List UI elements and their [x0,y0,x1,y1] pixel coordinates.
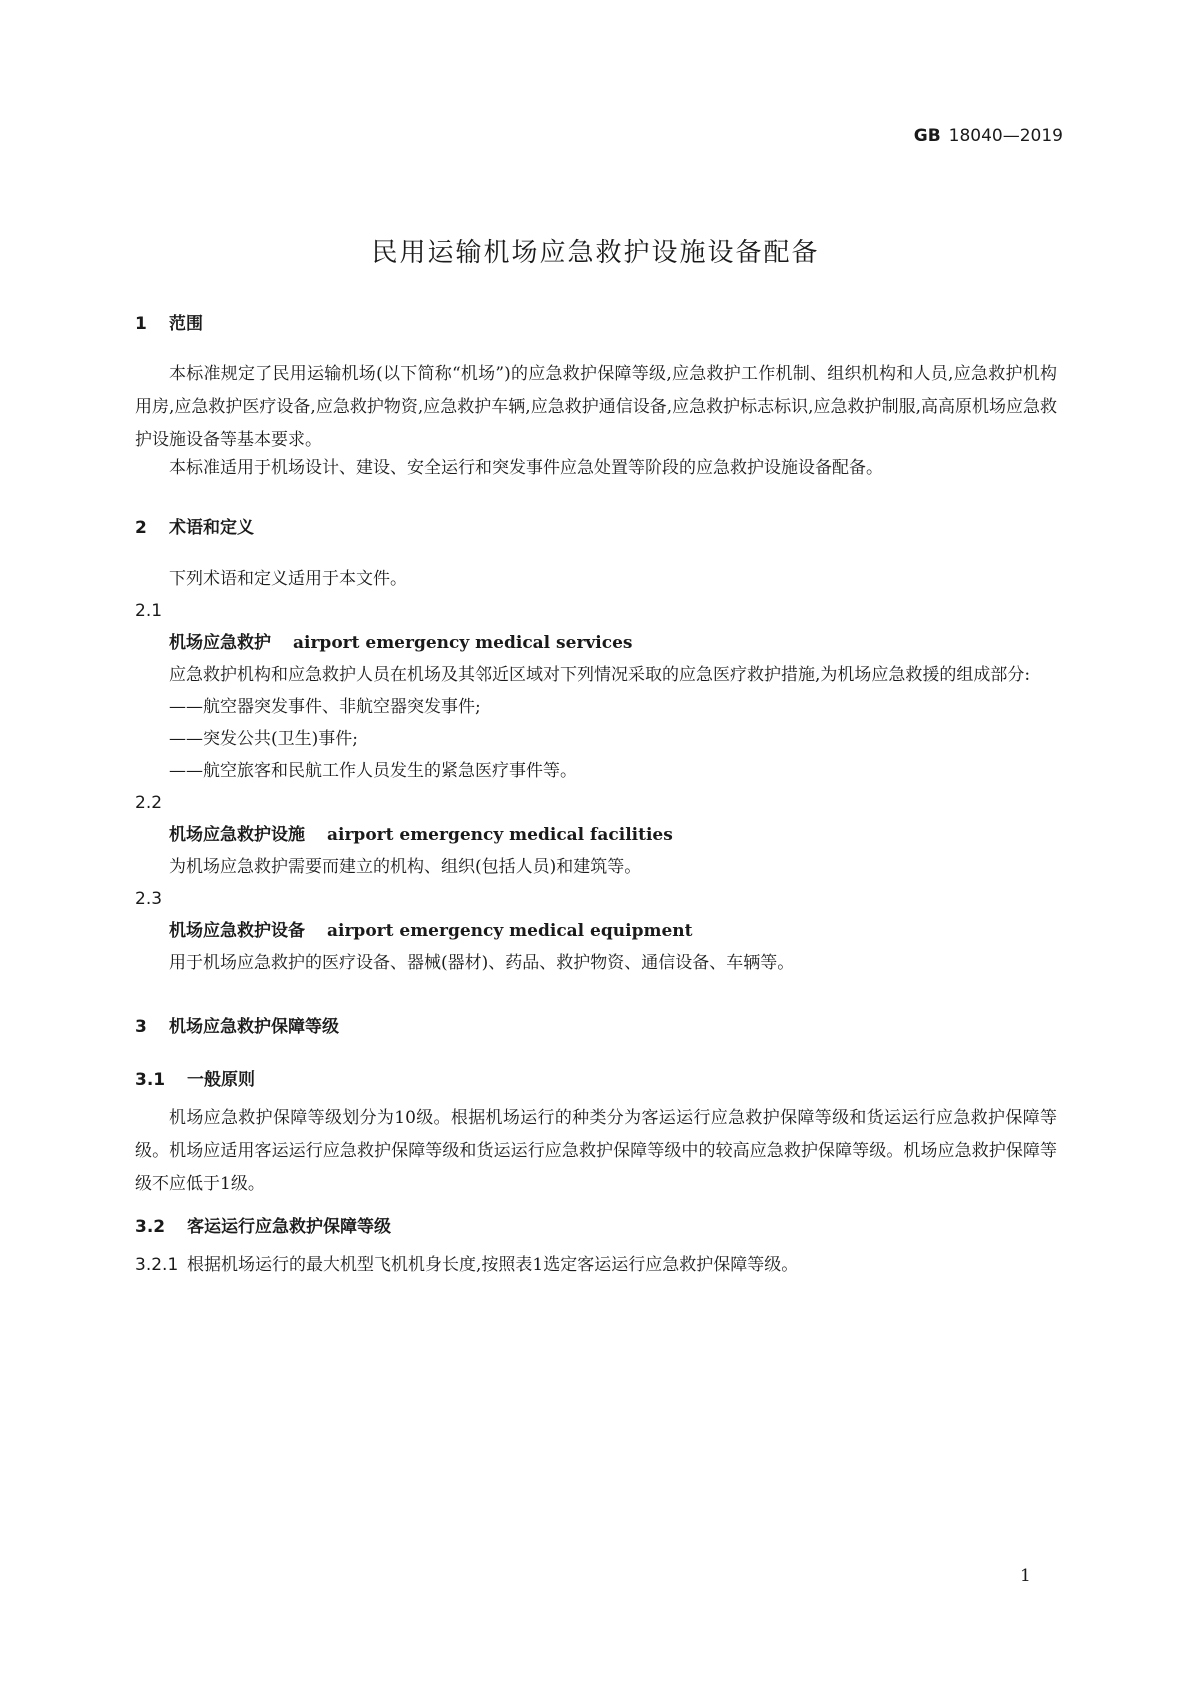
section-1-heading [135,309,1057,334]
standard-prefix: GB [913,126,941,146]
subsection-3-1-paragraph: 机场应急救护保障等级划分为10级。根据机场运行的种类分为客运运行应急救护保障等级和货运运行应急救护保障等级。机场应适用客运运行应急救护保障等级和货运运行应急救护保障等级中的较高应急救护保障等级。机场应急救护保障等级不应低于1级。 [135,1108,1057,1194]
list-item: ——突发公共(卫生)事件; [169,729,358,749]
section-title: 机场应急救护保障等级 [169,1017,339,1037]
clause-number: 3.2.1 [135,1255,179,1275]
term-chinese: 机场应急救护 [169,633,271,653]
term-chinese: 机场应急救护设备 [169,921,305,941]
page-number: 1 [1020,1566,1031,1586]
section-2-body [135,563,1057,979]
clause-text: 根据机场运行的最大机型飞机机身长度,按照表1选定客运运行应急救护保障等级。 [187,1255,799,1275]
term-chinese: 机场应急救护设施 [169,825,305,845]
section-2-heading [135,513,1057,538]
list-item: ——航空器突发事件、非航空器突发事件; [169,697,481,717]
term-2-1 [135,627,1057,659]
section-number: 3 [135,1017,147,1037]
section-title: 范围 [169,314,203,334]
subsection-number: 3.1 [135,1070,166,1090]
terms-intro: 下列术语和定义适用于本文件。 [169,569,407,589]
standard-code: 18040—2019 [948,126,1063,146]
standard-number [914,126,1063,146]
term-english: airport emergency medical facilities [327,825,673,845]
section-1-paragraph-2: 本标准适用于机场设计、建设、安全运行和突发事件应急处置等阶段的应急救护设施设备配备。 [169,458,883,478]
term-2-2 [135,819,1057,851]
subsection-number: 3.2 [135,1217,166,1237]
term-2-3 [135,915,1057,947]
section-3-heading [135,1012,1057,1037]
section-1-paragraph-1: 本标准规定了民用运输机场(以下简称“机场”)的应急救护保障等级,应急救护工作机制、组织机构和人员,应急救护机构用房,应急救护医疗设备,应急救护物资,应急救护车辆,应急救护通信设备,应急救护标志标识,应急救护制服,高高原机场应急救护设施设备等基本要求。 [135,364,1057,450]
document-title: 民用运输机场应急救护设施设备配备 [371,238,820,268]
subsection-3-2-heading [135,1212,1057,1237]
term-2-3-definition: 用于机场应急救护的医疗设备、器械(器材)、药品、救护物资、通信设备、车辆等。 [169,953,795,973]
term-2-2-definition: 为机场应急救护需要而建立的机构、组织(包括人员)和建筑等。 [169,857,642,877]
term-2-1-definition: 应急救护机构和应急救护人员在机场及其邻近区域对下列情况采取的应急医疗救护措施,为机场应急救援的组成部分: [169,665,1031,685]
subsection-title: 一般原则 [187,1070,255,1090]
subsection-3-1-heading [135,1065,1057,1090]
term-2-3-number: 2.3 [135,889,163,909]
section-number: 2 [135,518,147,538]
term-2-1-number: 2.1 [135,601,163,621]
term-english: airport emergency medical equipment [327,921,693,941]
section-title: 术语和定义 [169,518,254,538]
subsection-title: 客运运行应急救护保障等级 [187,1217,391,1237]
list-item: ——航空旅客和民航工作人员发生的紧急医疗事件等。 [169,761,577,781]
term-2-2-number: 2.2 [135,793,163,813]
section-number: 1 [135,314,147,334]
clause-3-2-1 [135,1249,1057,1281]
term-english: airport emergency medical services [293,633,633,653]
